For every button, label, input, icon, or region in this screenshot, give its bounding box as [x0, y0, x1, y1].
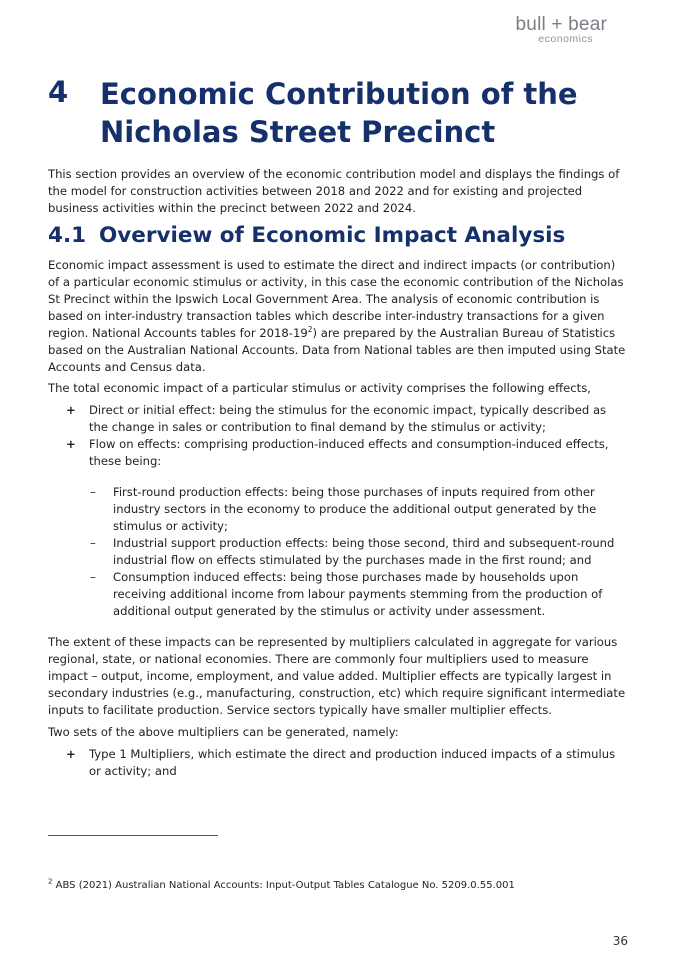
- bullet-text: Flow on effects: comprising production-induced effects and consumption-induced effects, these being:: [89, 437, 609, 468]
- logo-wordmark: bull + bear: [515, 14, 607, 35]
- bullet-plus-icon: +: [66, 747, 76, 761]
- bullet-text: Type 1 Multipliers, which estimate the direct and production induced impacts of a stimulus or activity; and: [89, 747, 616, 778]
- sub-bullet-text: Industrial support production effects: being those second, third and subsequent-round industrial flow on effects stimulated by the purchases made in the first round; and: [113, 536, 615, 567]
- footnote-marker: 2: [48, 877, 53, 886]
- footnote-divider: [48, 835, 218, 836]
- page-number: 36: [612, 934, 628, 948]
- paragraph-economic-impact: [48, 257, 628, 376]
- paragraph-text: ) are prepared by the Australian Bureau of Statistics based on the Australian National Accounts. Data from National tables are then imputed using State Accounts and Census data.: [48, 326, 626, 374]
- chapter-title: Economic Contribution of the Nicholas Street Precinct: [100, 77, 578, 149]
- bullet-text: Direct or initial effect: being the stimulus for the economic impact, typically described as the change in sales or contribution to final demand by the stimulus or activity;: [89, 403, 607, 434]
- sub-bullet-text: Consumption induced effects: being those purchases made by households upon receiving additional income from labour payments stemming from the production of additional output generated by the stimulus or activity under assessment.: [113, 570, 603, 618]
- bullet-plus-icon: +: [66, 437, 76, 451]
- footnote-reference: 2: [307, 325, 313, 335]
- dash-icon: –: [90, 570, 96, 584]
- footnote: [48, 877, 515, 891]
- dash-icon: –: [90, 536, 96, 550]
- brand-logo: [516, 14, 607, 45]
- paragraph-total-impact: The total economic impact of a particular stimulus or activity comprises the following effects,: [48, 381, 591, 395]
- paragraph-two-sets: Two sets of the above multipliers can be generated, namely:: [48, 725, 399, 739]
- logo-subtitle: economics: [538, 33, 593, 45]
- sub-bullet-text: First-round production effects: being those purchases of inputs required from other industry sectors in the economy to produce the additional output generated by the stimulus or activity;: [113, 485, 597, 533]
- intro-paragraph: This section provides an overview of the economic contribution model and displays the findings of the model for construction activities between 2018 and 2022 and for existing and projected business activities within the precinct between 2022 and 2024.: [48, 167, 620, 215]
- footnote-text: ABS (2021) Australian National Accounts: Input-Output Tables Catalogue No. 5209.0.55.001: [55, 880, 515, 891]
- section-number: 4.1: [48, 223, 87, 248]
- dash-icon: –: [90, 485, 96, 499]
- paragraph-text: Economic impact assessment is used to estimate the direct and indirect impacts (or contribution) of a particular economic stimulus or activity, in this case the economic contribution of the Nicholas St Precinct within the Ipswich Local Government Area. The analysis of economic contribution is based on inter-industry transaction tables which describe inter-industry transactions for a given region. National Accounts tables for 2018-19: [48, 258, 624, 340]
- section-title: Overview of Economic Impact Analysis: [99, 223, 566, 248]
- paragraph-multipliers: The extent of these impacts can be represented by multipliers calculated in aggregate for various regional, state, or national economies. There are commonly four multipliers used to measure impact – output, income, employment, and value added. Multiplier effects are typically largest in secondary industries (e.g., manufacturing, construction, etc) which require significant intermediate inputs to facilitate production. Service sectors typically have smaller multiplier effects.: [48, 635, 626, 717]
- chapter-number: 4: [48, 75, 69, 109]
- section-heading: [48, 223, 565, 248]
- bullet-plus-icon: +: [66, 403, 76, 417]
